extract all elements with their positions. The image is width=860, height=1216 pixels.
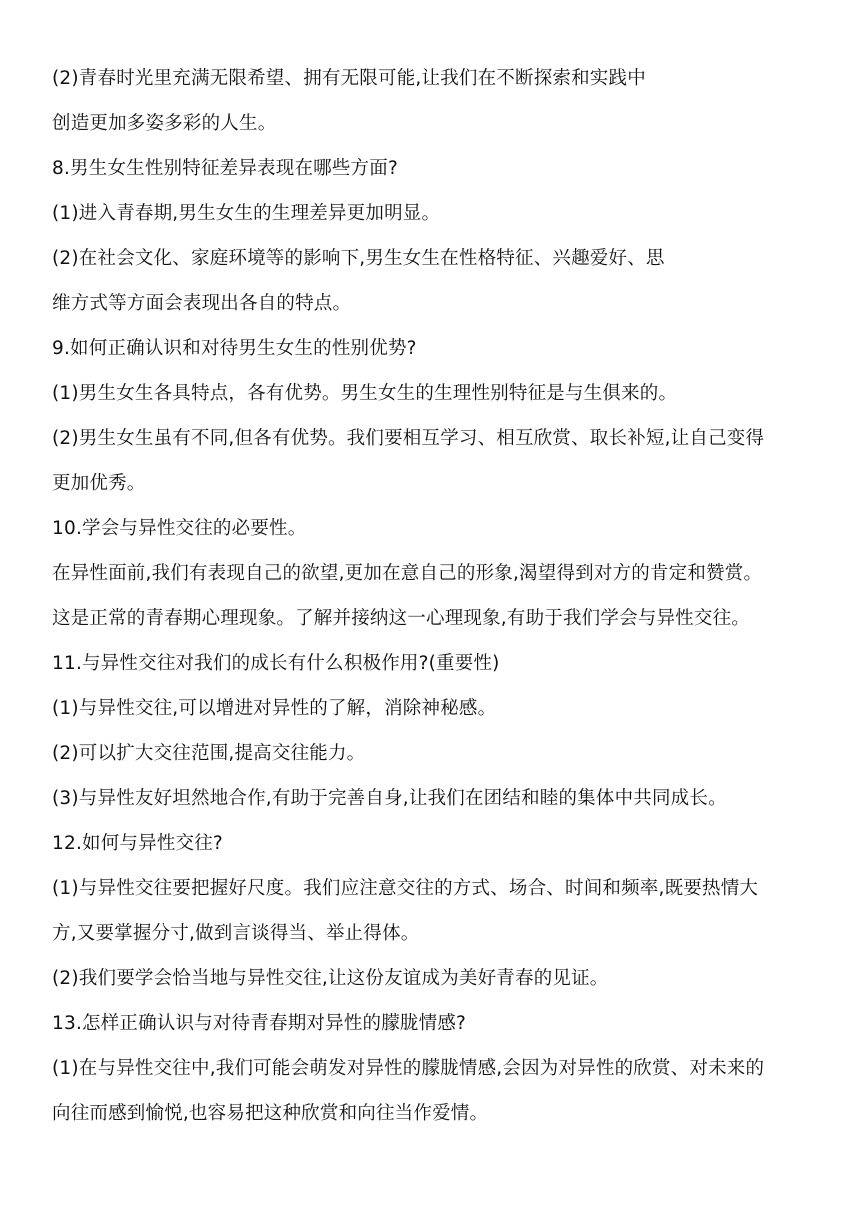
text-line: (2)男生女生虽有不同,但各有优势。我们要相互学习、相互欣赏、取长补短,让自己变得 <box>52 428 765 449</box>
text-line: (2)在社会文化、家庭环境等的影响下,男生女生在性格特征、兴趣爱好、思 <box>52 248 665 269</box>
text-line: 在异性面前,我们有表现自己的欲望,更加在意自己的形象,渴望得到对方的肯定和赞赏。 <box>52 563 763 584</box>
text-line: (3)与异性友好坦然地合作,有助于完善自身,让我们在团结和睦的集体中共同成长。 <box>52 788 727 809</box>
text-line: 更加优秀。 <box>52 473 146 494</box>
question-heading: 10.学会与异性交往的必要性。 <box>52 518 307 539</box>
text-line: (1)与异性交往,可以增进对异性的了解，消除神秘感。 <box>52 698 497 719</box>
text-line: (1)与异性交往要把握好尺度。我们应注意交往的方式、场合、时间和频率,既要热情大 <box>52 878 759 899</box>
question-heading: 11.与异性交往对我们的成长有什么积极作用?(重要性) <box>52 653 500 674</box>
text-line: 创造更加多姿多彩的人生。 <box>52 113 277 134</box>
text-line: 维方式等方面会表现出各自的特点。 <box>52 293 352 314</box>
text-line: (1)进入青春期,男生女生的生理差异更加明显。 <box>52 203 441 224</box>
text-line: (1)男生女生各具特点，各有优势。男生女生的生理性别特征是与生俱来的。 <box>52 383 678 404</box>
text-line: 向往而感到愉悦,也容易把这种欣赏和向往当作爱情。 <box>52 1103 489 1124</box>
question-heading: 13.怎样正确认识与对待青春期对异性的朦胧情感? <box>52 1013 467 1034</box>
question-heading: 8.男生女生性别特征差异表现在哪些方面? <box>52 158 398 179</box>
question-heading: 12.如何与异性交往? <box>52 833 223 854</box>
text-line: (1)在与异性交往中,我们可能会萌发对异性的朦胧情感,会因为对异性的欣赏、对未来的 <box>52 1058 765 1079</box>
question-heading: 9.如何正确认识和对待男生女生的性别优势? <box>52 338 417 359</box>
text-line: (2)我们要学会恰当地与异性交往,让这份友谊成为美好青春的见证。 <box>52 968 609 989</box>
document-page <box>52 56 822 1136</box>
text-line: (2)可以扩大交往范围,提高交往能力。 <box>52 743 366 764</box>
text-line: 这是正常的青春期心理现象。了解并接纳这一心理现象,有助于我们学会与异性交往。 <box>52 608 750 629</box>
text-line: 方,又要掌握分寸,做到言谈得当、举止得体。 <box>52 923 420 944</box>
text-line: (2)青春时光里充满无限希望、拥有无限可能,让我们在不断探索和实践中 <box>52 68 646 89</box>
